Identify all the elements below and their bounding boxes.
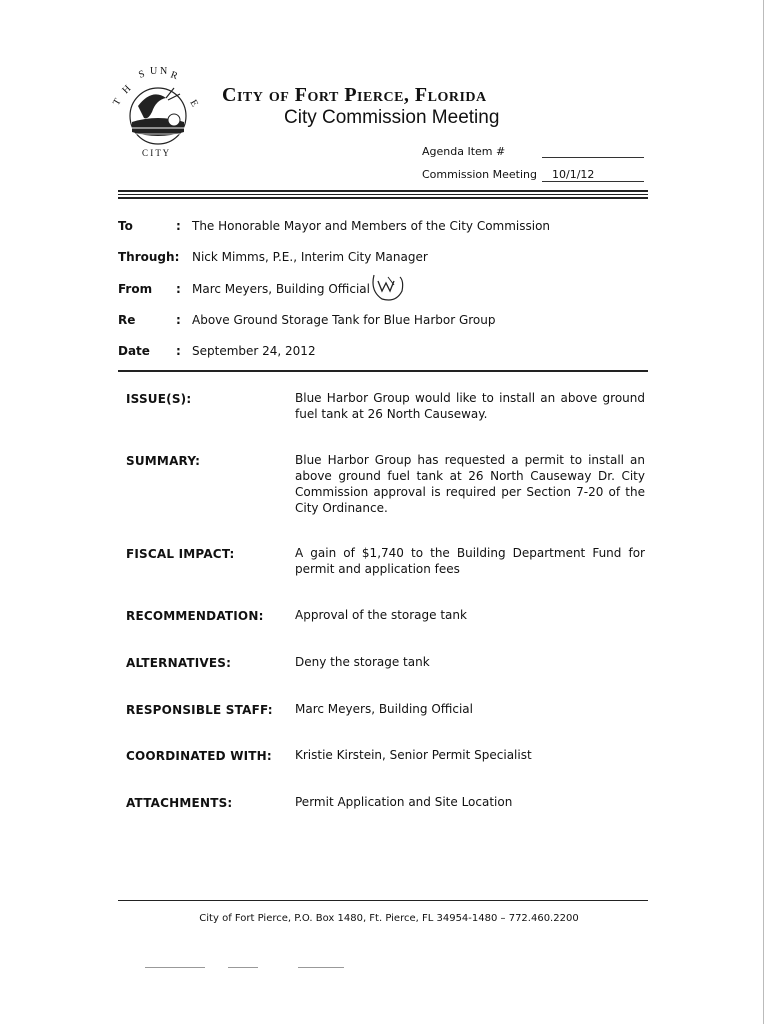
re-value: Above Ground Storage Tank for Blue Harbor Group	[192, 313, 496, 327]
summary-value: Blue Harbor Group has requested a permit to install an above ground fuel tank at 26 North Causeway Dr. City Commission approval is required per Section 7-20 of the City Ordinance.	[295, 453, 645, 515]
meeting-subtitle: City Commission Meeting	[284, 107, 500, 128]
svg-text:U: U	[150, 66, 158, 77]
through-label: Through:	[118, 250, 180, 264]
recommendation-value: Approval of the storage tank	[295, 608, 467, 622]
to-value: The Honorable Mayor and Members of the City Commission	[192, 219, 551, 233]
recommendation-label: RECOMMENDATION:	[126, 609, 264, 623]
svg-text:R: R	[168, 69, 180, 83]
agenda-item-label: Agenda Item #	[422, 145, 506, 158]
scan-artifact-line	[228, 967, 258, 968]
responsible-staff-label: RESPONSIBLE STAFF:	[126, 703, 273, 717]
header-rule	[118, 190, 648, 192]
scan-edge-line	[763, 0, 764, 1024]
commission-meeting-label: Commission Meeting	[422, 168, 537, 181]
date-label: Date	[118, 344, 150, 358]
footer-address: City of Fort Pierce, P.O. Box 1480, Ft. Pierce, FL 34954-1480 – 772.460.2200	[199, 913, 579, 924]
scan-artifact-line	[298, 967, 344, 968]
to-label: To	[118, 219, 133, 233]
re-colon: :	[176, 313, 181, 327]
from-colon: :	[176, 282, 181, 296]
svg-text:E: E	[187, 98, 200, 109]
summary-label: SUMMARY:	[126, 454, 201, 468]
alternatives-value: Deny the storage tank	[295, 655, 430, 669]
commission-meeting-date: 10/1/12	[552, 168, 595, 181]
date-colon: :	[176, 344, 181, 358]
svg-text:N: N	[160, 66, 168, 77]
from-label: From	[118, 282, 153, 296]
issues-value: Blue Harbor Group would like to install an above ground fuel tank at 26 North Causeway.	[295, 391, 645, 421]
header-rule	[118, 194, 648, 195]
footer-address-block	[0, 913, 770, 924]
header-rule	[118, 197, 648, 199]
svg-text:S: S	[137, 68, 147, 81]
handwritten-initials-signature	[368, 271, 406, 303]
responsible-staff-value: Marc Meyers, Building Official	[295, 702, 473, 716]
commission-meeting-underline	[542, 181, 644, 182]
attachments-label: ATTACHMENTS:	[126, 796, 233, 810]
agenda-item-blank	[542, 157, 644, 158]
footer-rule	[118, 900, 648, 901]
svg-text:T: T	[111, 96, 124, 108]
coordinated-with-label: COORDINATED WITH:	[126, 749, 272, 763]
fiscal-impact-value: A gain of $1,740 to the Building Department Fund for permit and application fees	[295, 546, 645, 576]
alternatives-label: ALTERNATIVES:	[126, 656, 232, 670]
scan-artifact-line	[145, 967, 205, 968]
from-value: Marc Meyers, Building Official	[192, 282, 370, 296]
through-value: Nick Mimms, P.E., Interim City Manager	[192, 250, 428, 264]
coordinated-with-value: Kristie Kirstein, Senior Permit Specialist	[295, 748, 532, 762]
svg-text:H: H	[120, 83, 134, 97]
date-value: September 24, 2012	[192, 344, 316, 358]
memo-rule	[118, 370, 648, 372]
attachments-value: Permit Application and Site Location	[295, 795, 513, 809]
issues-label: ISSUE(S):	[126, 392, 192, 406]
fiscal-impact-label: FISCAL IMPACT:	[126, 547, 235, 561]
to-colon: :	[176, 219, 181, 233]
city-seal-logo	[108, 66, 208, 162]
svg-text:C I T Y: C I T Y	[142, 148, 170, 158]
re-label: Re	[118, 313, 136, 327]
city-title: City of Fort Pierce, Florida	[222, 84, 487, 106]
